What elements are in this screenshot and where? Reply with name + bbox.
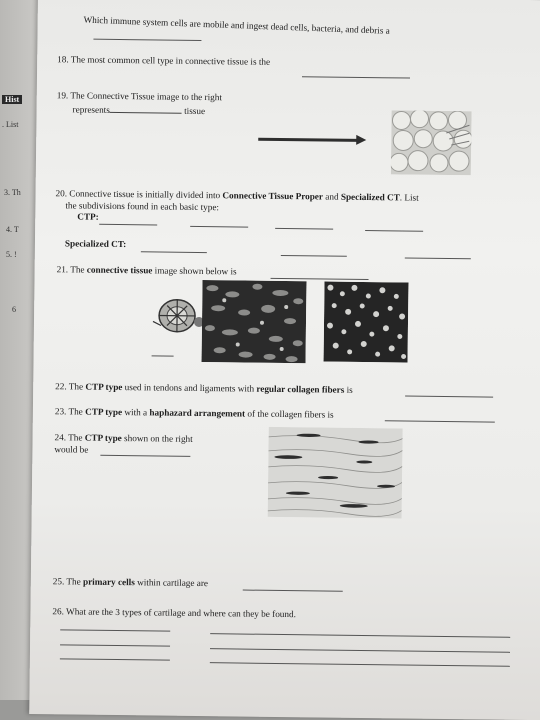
margin-fragment-4: 4. T bbox=[6, 225, 19, 234]
question-20: 20. Connective tissue is initially divided into Connective Tissue Proper and Specialized CT. List bbox=[55, 188, 418, 203]
answer-line-26-type-2[interactable] bbox=[60, 644, 170, 646]
answer-line-26-type-1[interactable] bbox=[60, 629, 170, 631]
question-22: 22. The CTP type used in tendons and ligaments with regular collagen fibers is bbox=[55, 381, 353, 396]
arrow-right-icon bbox=[356, 135, 366, 145]
dense-tissue-image-2 bbox=[324, 282, 409, 363]
answer-line-26-location-2[interactable] bbox=[210, 648, 510, 653]
dense-tissue-image-1 bbox=[202, 280, 307, 363]
answer-line-18[interactable] bbox=[302, 76, 410, 78]
margin-fragment-6: 6 bbox=[12, 305, 16, 314]
connective-tissue-image-adipose bbox=[391, 110, 472, 175]
question-23: 23. The CTP type with a haphazard arrangement of the collagen fibers is bbox=[55, 406, 334, 420]
answer-line-ctp-3[interactable] bbox=[275, 228, 333, 230]
question-18: 18. The most common cell type in connective tissue is the bbox=[57, 54, 270, 68]
margin-fragment-5: 5. ! bbox=[6, 250, 17, 259]
specialized-ct-label: Specialized CT: bbox=[65, 238, 126, 250]
answer-line-22[interactable] bbox=[405, 396, 493, 398]
answer-line-ctp-1[interactable] bbox=[99, 224, 157, 226]
margin-fragment-hist: Hist bbox=[2, 95, 22, 104]
answer-blank-19[interactable] bbox=[110, 103, 182, 114]
answer-line-26-location-3[interactable] bbox=[210, 662, 510, 667]
worksheet-page bbox=[29, 0, 540, 720]
answer-line-ctp-4[interactable] bbox=[365, 230, 423, 232]
answer-line-25[interactable] bbox=[243, 590, 343, 592]
margin-fragment-list: . List bbox=[2, 120, 18, 129]
question-20-line2: the subdivisions found in each basic type: bbox=[65, 200, 219, 213]
question-24: 24. The CTP type shown on the right bbox=[55, 432, 193, 445]
answer-line-sct-2[interactable] bbox=[281, 255, 347, 257]
ctp-label: CTP: bbox=[77, 211, 99, 222]
answer-line-23[interactable] bbox=[385, 420, 495, 422]
answer-line-17[interactable] bbox=[93, 39, 201, 41]
question-24-line2: would be bbox=[54, 444, 88, 455]
answer-line-26-type-3[interactable] bbox=[60, 658, 170, 660]
arrow-shaft bbox=[258, 138, 358, 142]
question-26: 26. What are the 3 types of cartilage and where can they be found. bbox=[52, 606, 296, 620]
answer-line-ctp-2[interactable] bbox=[190, 226, 248, 228]
chondrocyte-diagram bbox=[149, 291, 210, 342]
question-19: 19. The Connective Tissue image to the right bbox=[57, 90, 222, 103]
answer-line-sct-1[interactable] bbox=[141, 251, 207, 253]
dense-regular-tissue-image bbox=[268, 427, 403, 519]
answer-line-21b[interactable] bbox=[152, 355, 174, 356]
answer-line-21[interactable] bbox=[271, 278, 369, 280]
question-17: Which immune system cells are mobile and ingest dead cells, bacteria, and debris a bbox=[83, 15, 390, 37]
question-21: 21. The connective tissue image shown below is bbox=[57, 264, 237, 277]
question-25: 25. The primary cells within cartilage are bbox=[53, 576, 208, 589]
margin-fragment-3: 3. Th bbox=[4, 188, 21, 197]
answer-line-26-location-1[interactable] bbox=[210, 633, 510, 638]
answer-line-24[interactable] bbox=[100, 455, 190, 457]
question-19-line2: represents tissue bbox=[73, 102, 206, 117]
answer-line-sct-3[interactable] bbox=[405, 258, 471, 260]
